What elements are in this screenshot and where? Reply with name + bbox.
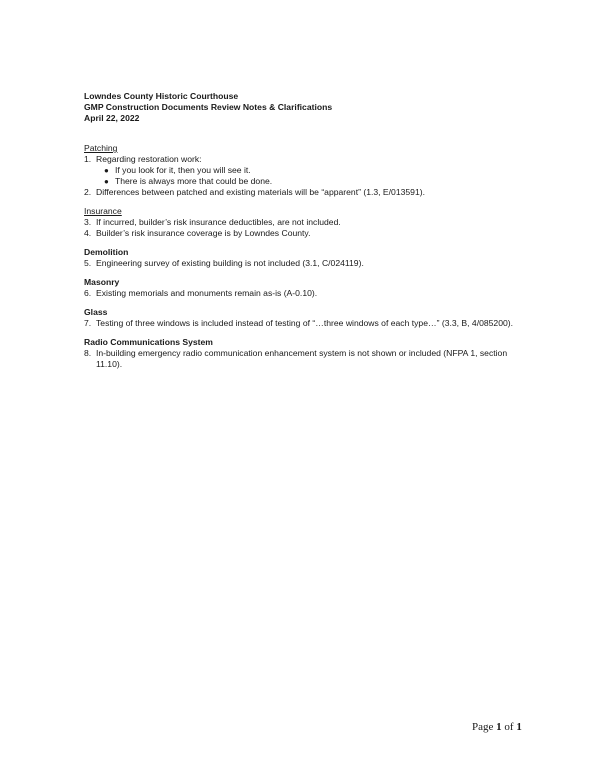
item-number: 3. [84, 217, 92, 227]
section-demolition [84, 247, 534, 269]
item-number: 8. [84, 348, 92, 358]
list-item [84, 348, 534, 370]
section-insurance [84, 206, 534, 239]
list-item [84, 217, 534, 228]
item-number: 7. [84, 318, 92, 328]
section-glass [84, 307, 534, 329]
list-item [84, 187, 534, 198]
list-item [84, 154, 534, 165]
bullet-icon: ● [104, 177, 109, 186]
section-heading: Masonry [84, 277, 120, 287]
of-word: of [504, 721, 514, 733]
item-text: Testing of three windows is included instead of testing of “…three windows of each type…” (3.3, B, 4/085200). [96, 318, 514, 328]
header-date: April 22, 2022 [84, 113, 140, 123]
page-number-footer [472, 721, 522, 733]
list-item [84, 288, 534, 299]
bullet-text: If you look for it, then you will see it. [115, 165, 251, 175]
header-project-title: Lowndes County Historic Courthouse [84, 91, 239, 101]
item-number: 2. [84, 187, 92, 197]
section-heading: Glass [84, 307, 108, 317]
page-current: 1 [496, 721, 502, 733]
item-number: 4. [84, 228, 92, 238]
item-text: Existing memorials and monuments remain as-is (A-0.10). [96, 288, 318, 298]
item-text: Regarding restoration work: [96, 154, 202, 164]
section-masonry [84, 277, 534, 299]
item-number: 5. [84, 258, 92, 268]
list-item [84, 258, 534, 269]
bullet-text: There is always more that could be done. [115, 176, 273, 186]
item-text: Engineering survey of existing building is not included (3.1, C/024119). [96, 258, 364, 268]
item-text: Differences between patched and existing materials will be “apparent” (1.3, E/013591). [96, 187, 425, 197]
page-word: Page [472, 721, 494, 733]
bullet-icon: ● [104, 166, 109, 175]
item-number: 1. [84, 154, 92, 164]
document-body [84, 143, 534, 378]
list-item [84, 318, 534, 329]
section-heading: Radio Communications System [84, 337, 213, 347]
section-heading: Demolition [84, 247, 129, 257]
item-text: If incurred, builder’s risk insurance deductibles, are not included. [96, 217, 341, 227]
item-text: Builder’s risk insurance coverage is by Lowndes County. [96, 228, 311, 238]
section-patching [84, 143, 534, 198]
section-heading: Patching [84, 143, 118, 153]
section-radio-communications [84, 337, 534, 370]
item-text: In-building emergency radio communication enhancement system is not shown or included (NFPA 1, section 11.10). [96, 348, 508, 369]
page-total: 1 [516, 721, 522, 733]
bullet-item [104, 176, 534, 187]
item-number: 6. [84, 288, 92, 298]
bullet-item [104, 165, 534, 176]
document-header [84, 91, 332, 124]
header-document-title: GMP Construction Documents Review Notes & Clarifications [84, 102, 333, 112]
section-heading: Insurance [84, 206, 122, 216]
list-item [84, 228, 534, 239]
